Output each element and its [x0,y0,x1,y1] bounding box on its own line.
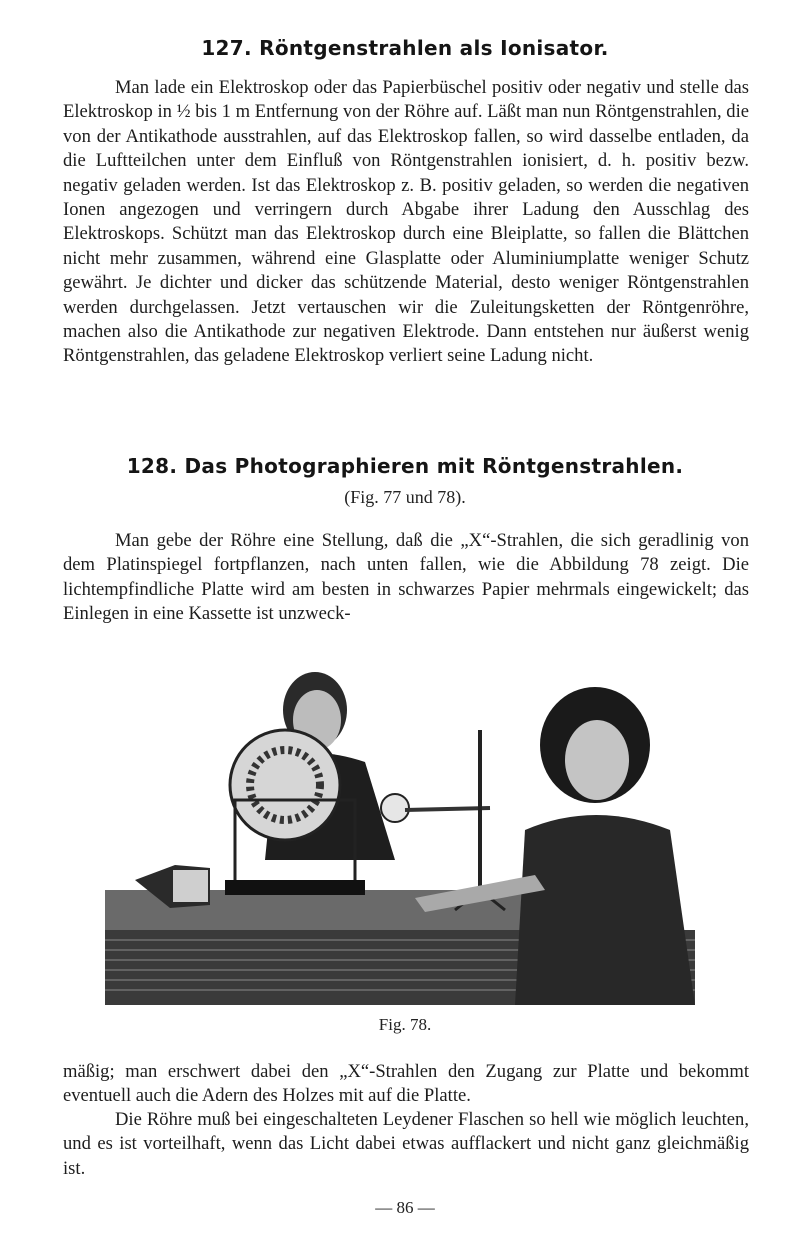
figure-78-illustration [95,650,695,1010]
page-number: — 86 — [375,1198,435,1217]
section-128-paragraph-3: Die Röhre muß bei eingeschalteten Leydener Flaschen so hell wie möglich leuchten, und es ist vorteilhaft, wenn das Licht dabei etwas aufflackert und nicht ganz gleichmäßig ist. [63,1109,749,1179]
section-128-heading: 128. Das Photographieren mit Röntgenstrahlen. [126,454,684,478]
section-127-heading: 127. Röntgenstrahlen als Ionisator. [201,36,609,60]
figure-78-caption: Fig. 78. [378,1015,432,1034]
section-127-paragraph: Man lade ein Elektroskop oder das Papierbüschel positiv oder negativ und stelle das Elektroskop in ½ bis 1 m Entfernung von der Röhre auf. Läßt man nun Röntgenstrahlen, die von der Antikathode ausstrahlen, auf das Elektroskop fallen, so wird dasselbe entladen, da die Luftteilchen unter dem Einfluß von Röntgenstrahlen ionisiert, d. h. positiv bezw. negativ geladen werden. Ist das Elektroskop z. B. positiv geladen, so werden die negativen Ionen angezogen und verringern durch Abgabe ihrer Ladung den Ausschlag des Elektroskops. Schützt man das Elektroskop durch eine Bleiplatte, so fallen die Blättchen nicht mehr zusammen, während eine Glasplatte oder Aluminiumplatte weniger Schutz gewährt. Je dichter und dicker das schützende Material, desto weniger Röntgenstrahlen werden durchgelassen. Jetzt vertauschen wir die Zuleitungsketten der Röntgenröhre, machen also die Antikathode zur negativen Elektrode. Dann entstehen nur äußerst wenig Röntgenstrahlen, das geladene Elektroskop verliert seine Ladung nicht. [63,77,749,367]
section-128-paragraph-1: Man gebe der Röhre eine Stellung, daß die „X“-Strahlen, die sich geradlinig von dem Platinspiegel fortpflanzen, nach unten fallen, wie die Abbildung 78 zeigt. Die lichtempfindliche Platte wird am besten in schwarzes Papier mehrmals eingewickelt; das Einlegen in eine Kassette ist unzweck- [63,530,749,625]
section-128-paragraph-2: mäßig; man erschwert dabei den „X“-Strahlen den Zugang zur Platte und bekommt eventuell auch die Adern des Holzes mit auf die Platte. [63,1061,749,1107]
x-ray-tube-stand [381,730,505,910]
section-128-subheading: (Fig. 77 und 78). [344,487,466,507]
